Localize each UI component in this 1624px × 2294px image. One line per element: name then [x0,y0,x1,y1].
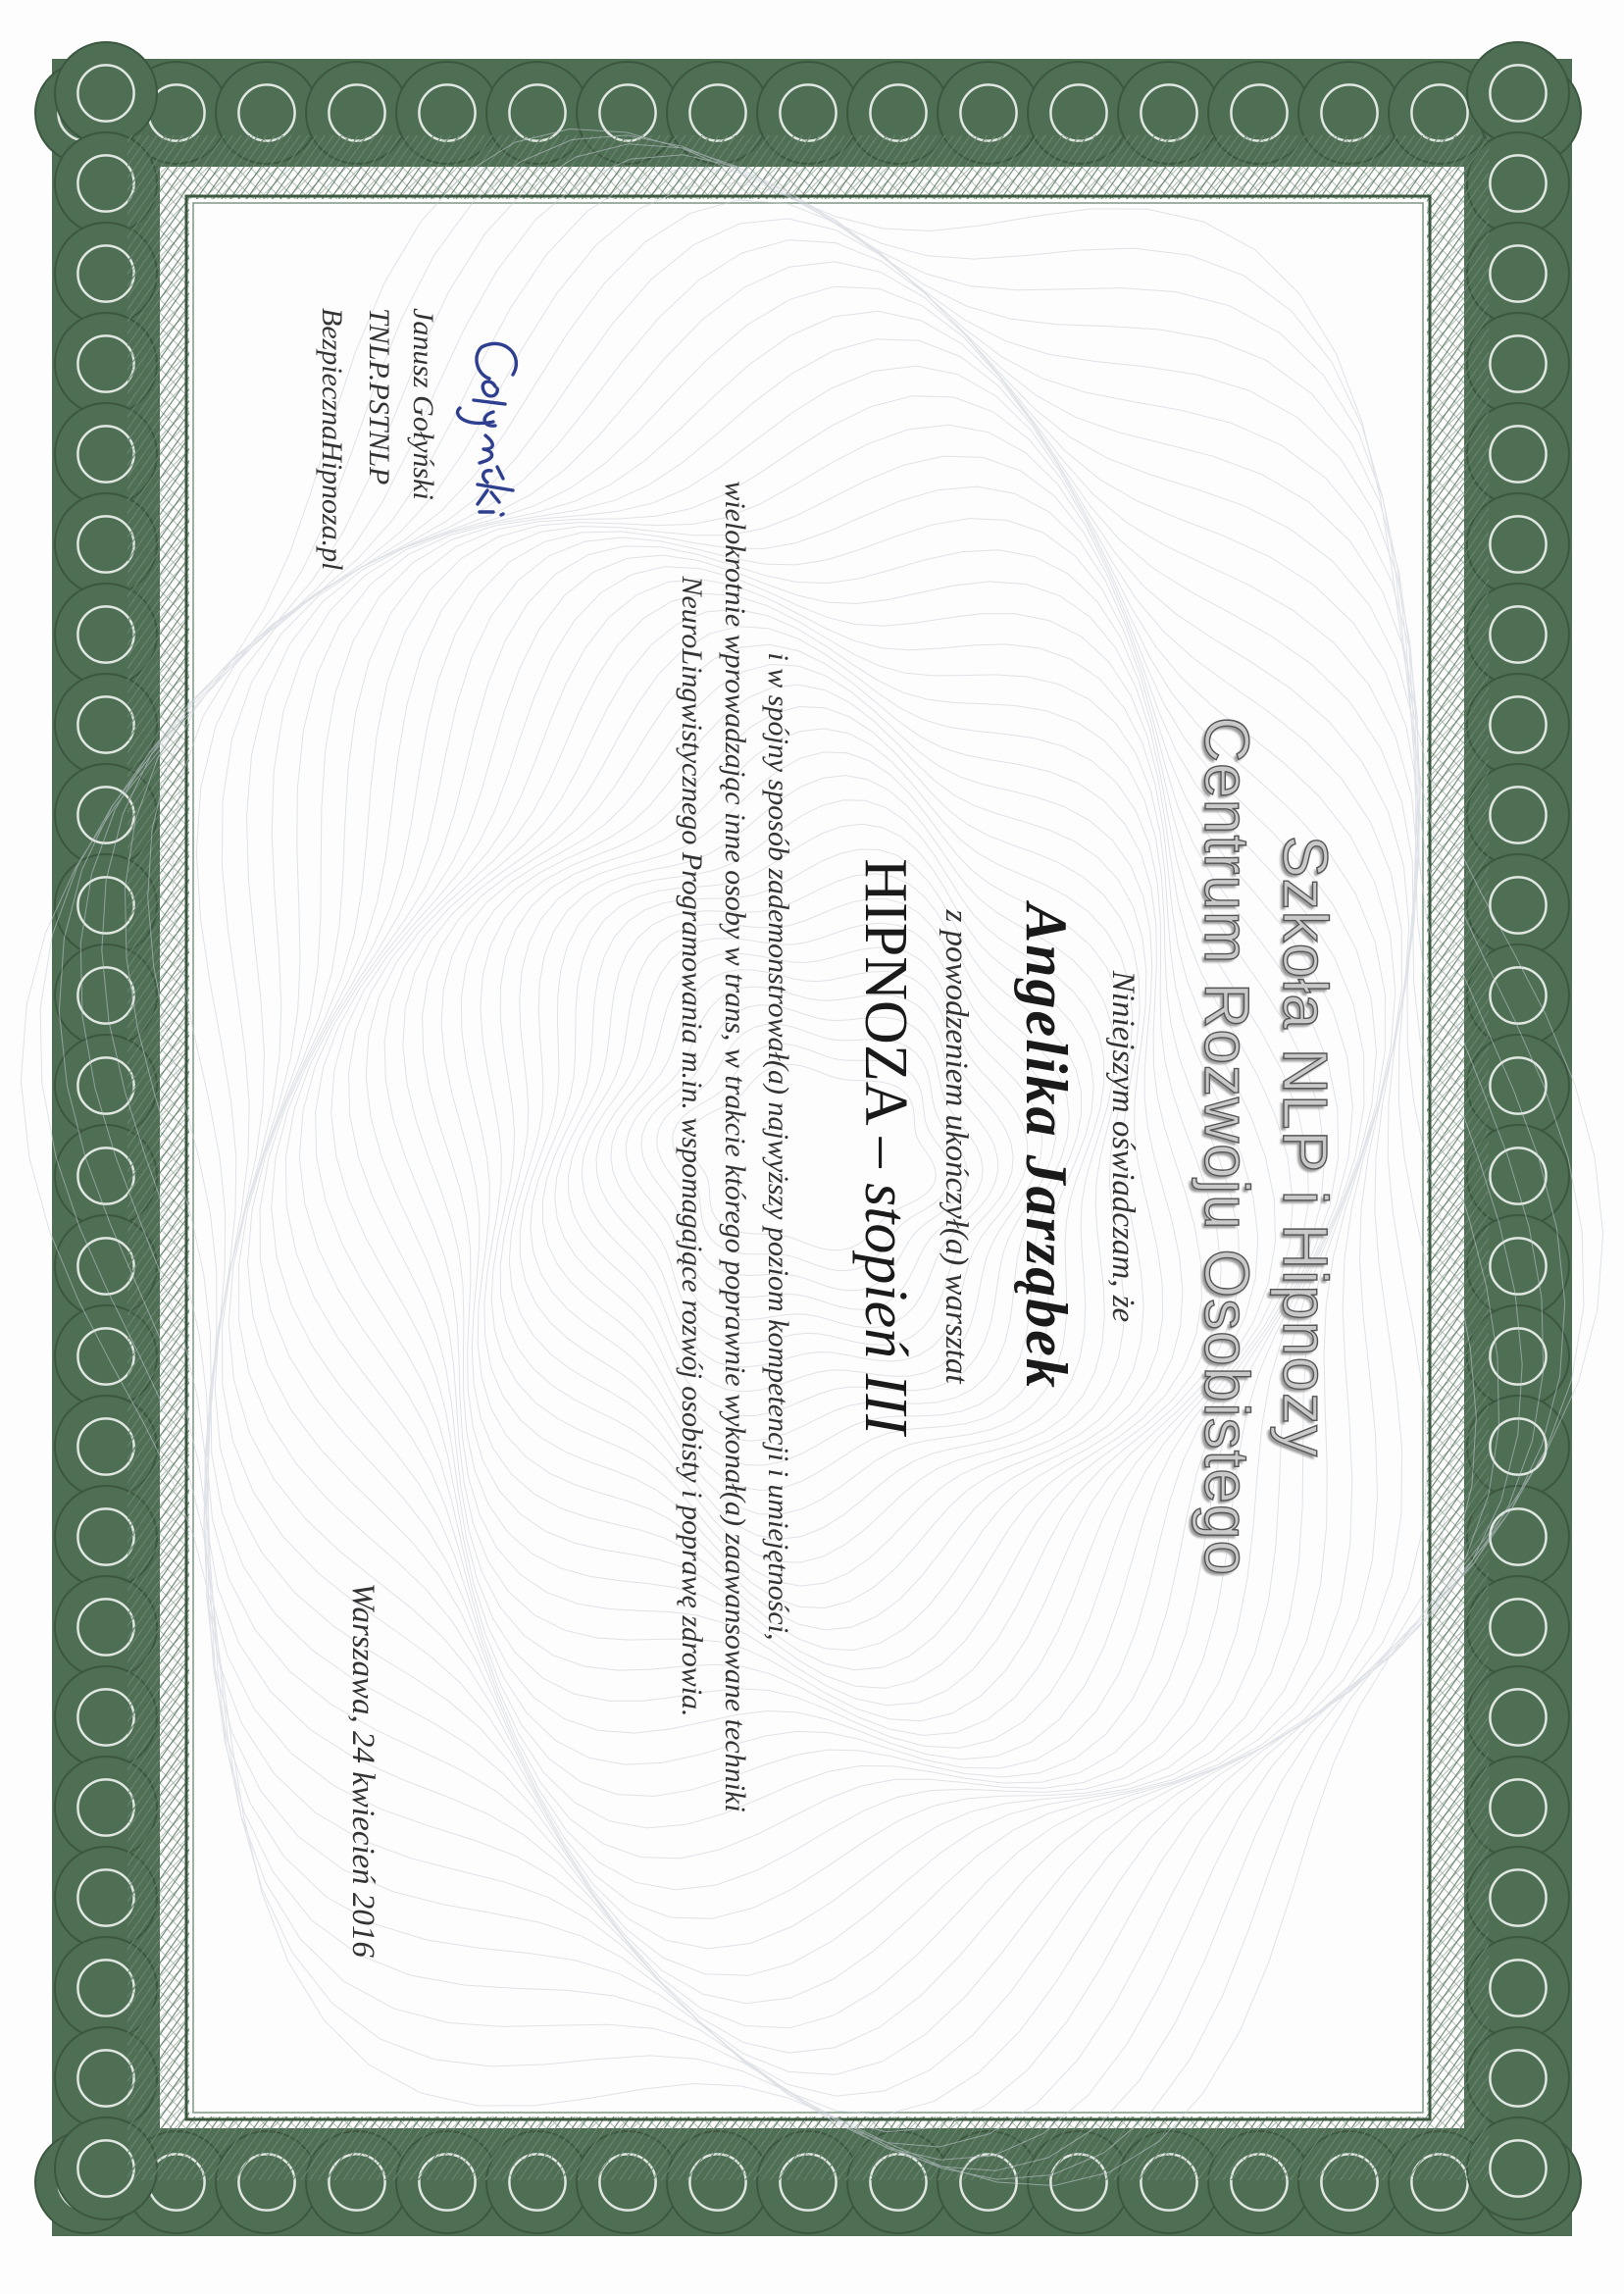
description-line: wielokrotnie wprowadzając inne osoby w trans, w trakcie którego poprawnie wykonał(a) zaawansowane techniki [719,481,751,1812]
signer-title: TNLP.PSTNLP [363,308,395,485]
place-and-date: Warszawa, 24 kwiecień 2016 [345,1583,381,1958]
completed-text: z powodzeniem ukończył(a) warsztat [939,909,974,1384]
workshop-dash: – [852,1122,919,1184]
workshop-title [850,112,920,2181]
signer-name: Janusz Gołyński [407,308,439,500]
description-line: i w spójny sposób zademonstrował(a) najwyższy poziom kompetencji i umiejętności, [762,652,794,1641]
school-name-line-2: Centrum Rozwoju Osobistego [1192,716,1262,1577]
certificate-content [189,112,1435,2181]
recipient-name: Angelika Jarząbek [1014,903,1079,1390]
intro-text: Niniejszym oświadczam, że [1105,970,1141,1323]
description-line: NeuroLingwistycznego Programowania m.in. wspomagające rozwój osobisty i poprawę zdrowia. [676,576,708,1717]
workshop-level: stopień III [852,1183,919,1435]
workshop-name: HIPNOZA [852,858,919,1123]
school-name-line-1: Szkoła NLP i Hipnozy [1270,835,1341,1458]
handwritten-signature [449,318,542,612]
signer-website: BezpiecznaHipnoza.pl [316,308,348,571]
